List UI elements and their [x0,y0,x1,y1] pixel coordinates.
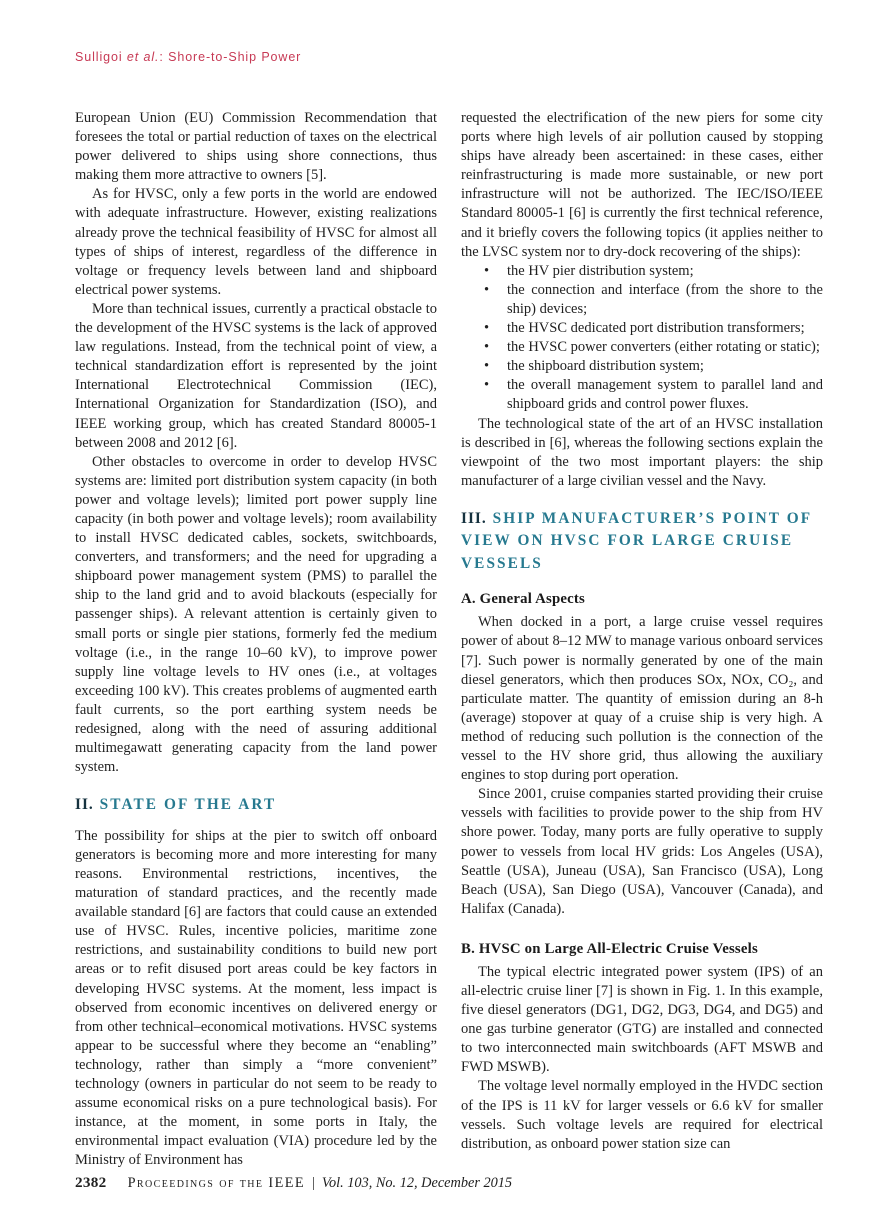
paragraph: requested the electrification of the new piers for some city ports where high levels of air pollution caused by stopping ships have already been ascertained: in these cases, either reinfrastructuring is made more sustainable, or new port infrastructure will not be authorized. The IEC/ISO/IEEE Standard 80005-1 [6] is currently the first technical reference, and it briefly covers the following topics (it applies neither to the LVSC system nor to dry-dock recovering of the ships): [461,110,823,260]
paragraph: More than technical issues, currently a practical obstacle to the development of the HVSC systems is the lack of approved law regulations. Instead, from the technical point of view, a technical standardization effort is represented by the joint International Electrotechnical Commission (IEC), International Organization for Standardization (ISO), and IEEE working group, which has created Standard 80005-1 between 2008 and 2012 [6]. [75,300,437,451]
list-item: • the HVSC power converters (either rotating or static); [461,338,823,357]
list-item: • the HV pier distribution system; [461,262,823,281]
subsection-heading-general-aspects: A. General Aspects [461,591,586,608]
section-number: III. [461,509,487,527]
paragraph: The voltage level normally employed in the HVDC section of the IPS is 11 kV for larger vessels or 6.6 kV for smaller vessels. Such voltage levels are required for electrical distribution, as onboard power station size can [461,1078,823,1152]
paragraph: European Union (EU) Commission Recommendation that foresees the total or partial reduction of taxes on the electrical power delivered to ships using shore connections, thus making them more attractive to owners [5]. [75,110,437,184]
running-head-title: : Shore-to-Ship Power [159,50,302,64]
list-item: • the shipboard distribution system; [461,357,823,376]
section-title: SHIP MANUFACTURER’S POINT OF VIEW ON HVSC FOR LARGE CRUISE VESSELS [461,509,812,572]
paragraph: As for HVSC, only a few ports in the world are endowed with adequate infrastructure. However, existing realizations already prove the technical feasibility of HVSC for almost all types of ships of interest, regardless of the difference in voltage or frequency levels between land and shipboard electrical power systems. [75,186,437,298]
running-head-author: Sulligoi [75,50,127,64]
left-column [75,109,437,1170]
paragraph: When docked in a port, a large cruise vessel requires power of about 8–12 MW to manage various onboard services [7]. Such power is normally generated by one of the main diesel generators, which then produces SOx, NOx, CO₂, and particulate matter. The quantity of emission during an 8-h (average) stopover at quay of a cruise ship is very high. A method of reducing such pollution is the connection of the vessel to the HV shore grid, thus allowing the auxiliary engines to stop during port operation. [461,614,823,784]
page-number: 2382 [75,1174,107,1191]
running-head [75,50,301,64]
subsection-heading-hvsc-cruise-vessels: B. HVSC on Large All-Electric Cruise Vessels [461,940,758,957]
section-number: II. [75,796,94,814]
section-heading-state-of-the-art [75,794,437,817]
issue-info: Vol. 103, No. 12, December 2015 [321,1175,513,1191]
paragraph: The typical electric integrated power system (IPS) of an all-electric cruise liner [7] is shown in Fig. 1. In this example, five diesel generators (DG1, DG2, DG3, DG4, and DG5) and one gas turbine generator (GTG) are installed and connected to two interconnected main switchboards (AFT MSWB and FWD MSWB). [461,963,823,1076]
paragraph: The possibility for ships at the pier to switch off onboard generators is becoming more and more interesting for many reasons. Environmental restrictions, incentives, the maturation of standard practices, and the recently made available standard [6] are factors that could cause an extended use of HVSC. Rules, incentive policies, maritime zone restrictions, and sustainability conditions to build new port areas or to refit disused port areas could be key factors in developing HVSC systems. At the moment, less impact is observed from economic incentives on delivered energy or from other technical–economical motivations. HVSC systems appear to be successful where they become an “enabling” technology, rather than simply a “more convenient” technology (owners in particular do not seem to be ready to assume economical risks on a pure technological basis). For instance, at the moment, in some ports in Italy, the environmental impact evaluation (VIA) procedure led by the Ministry of Environment has [75,827,437,1169]
list-item: • the overall management system to parallel land and shipboard grids and control power fluxes. [461,376,823,414]
two-column-body [75,109,823,1170]
footer-separator: | [311,1175,315,1191]
list-item: • the HVSC dedicated port distribution transformers; [461,319,823,338]
journal-name: Proceedings of the IEEE [127,1175,305,1191]
running-head-etal: et al. [126,50,160,64]
page-footer [75,1174,823,1192]
paragraph: Since 2001, cruise companies started providing their cruise vessels with facilities to provide power to the ship from HV shore power. Today, many ports are fully operative to supply power to vessels from local HV grids: Los Angeles (USA), Seattle (USA), Juneau (USA), San Francisco (USA), Long Beach (USA), San Diego (USA), Vancouver (Canada), and Halifax (Canada). [461,786,823,917]
section-title: STATE OF THE ART [99,796,277,814]
section-heading-ship-manufacturer [461,508,823,576]
list-item: • the connection and interface (from the shore to the ship) devices; [461,281,823,319]
topics-bullet-list [461,262,823,415]
right-column [461,109,823,1170]
paragraph: The technological state of the art of an HVSC installation is described in [6], whereas the following sections explain the viewpoint of the two most important players: the ship manufacturer of a large civilian vessel and the Navy. [461,415,823,489]
paragraph: Other obstacles to overcome in order to develop HVSC systems are: limited port distribution system capacity (in both power and voltage levels); limited port power supply line capacity (in both power and voltage levels); room availability to install HVSC dedicated cables, sockets, switchboards, converters, and transformers; and the need for upgrading a shipboard power management system (PMS) to parallel the ship to the land grid and to avoid blackouts (especially for passenger ships). A relevant attention is certainly given to small ports or single pier stations, formerly fed the medium voltage (i.e., in the range 10–60 kV), to improve power supply line voltage levels to HV ones (i.e., at voltages exceeding 100 kV). This creates problems of augmented earth fault currents, so the port earthing system needs be redesigned, along with the need of assuring additional multimegawatt generating capacity from the land power system. [75,453,437,776]
